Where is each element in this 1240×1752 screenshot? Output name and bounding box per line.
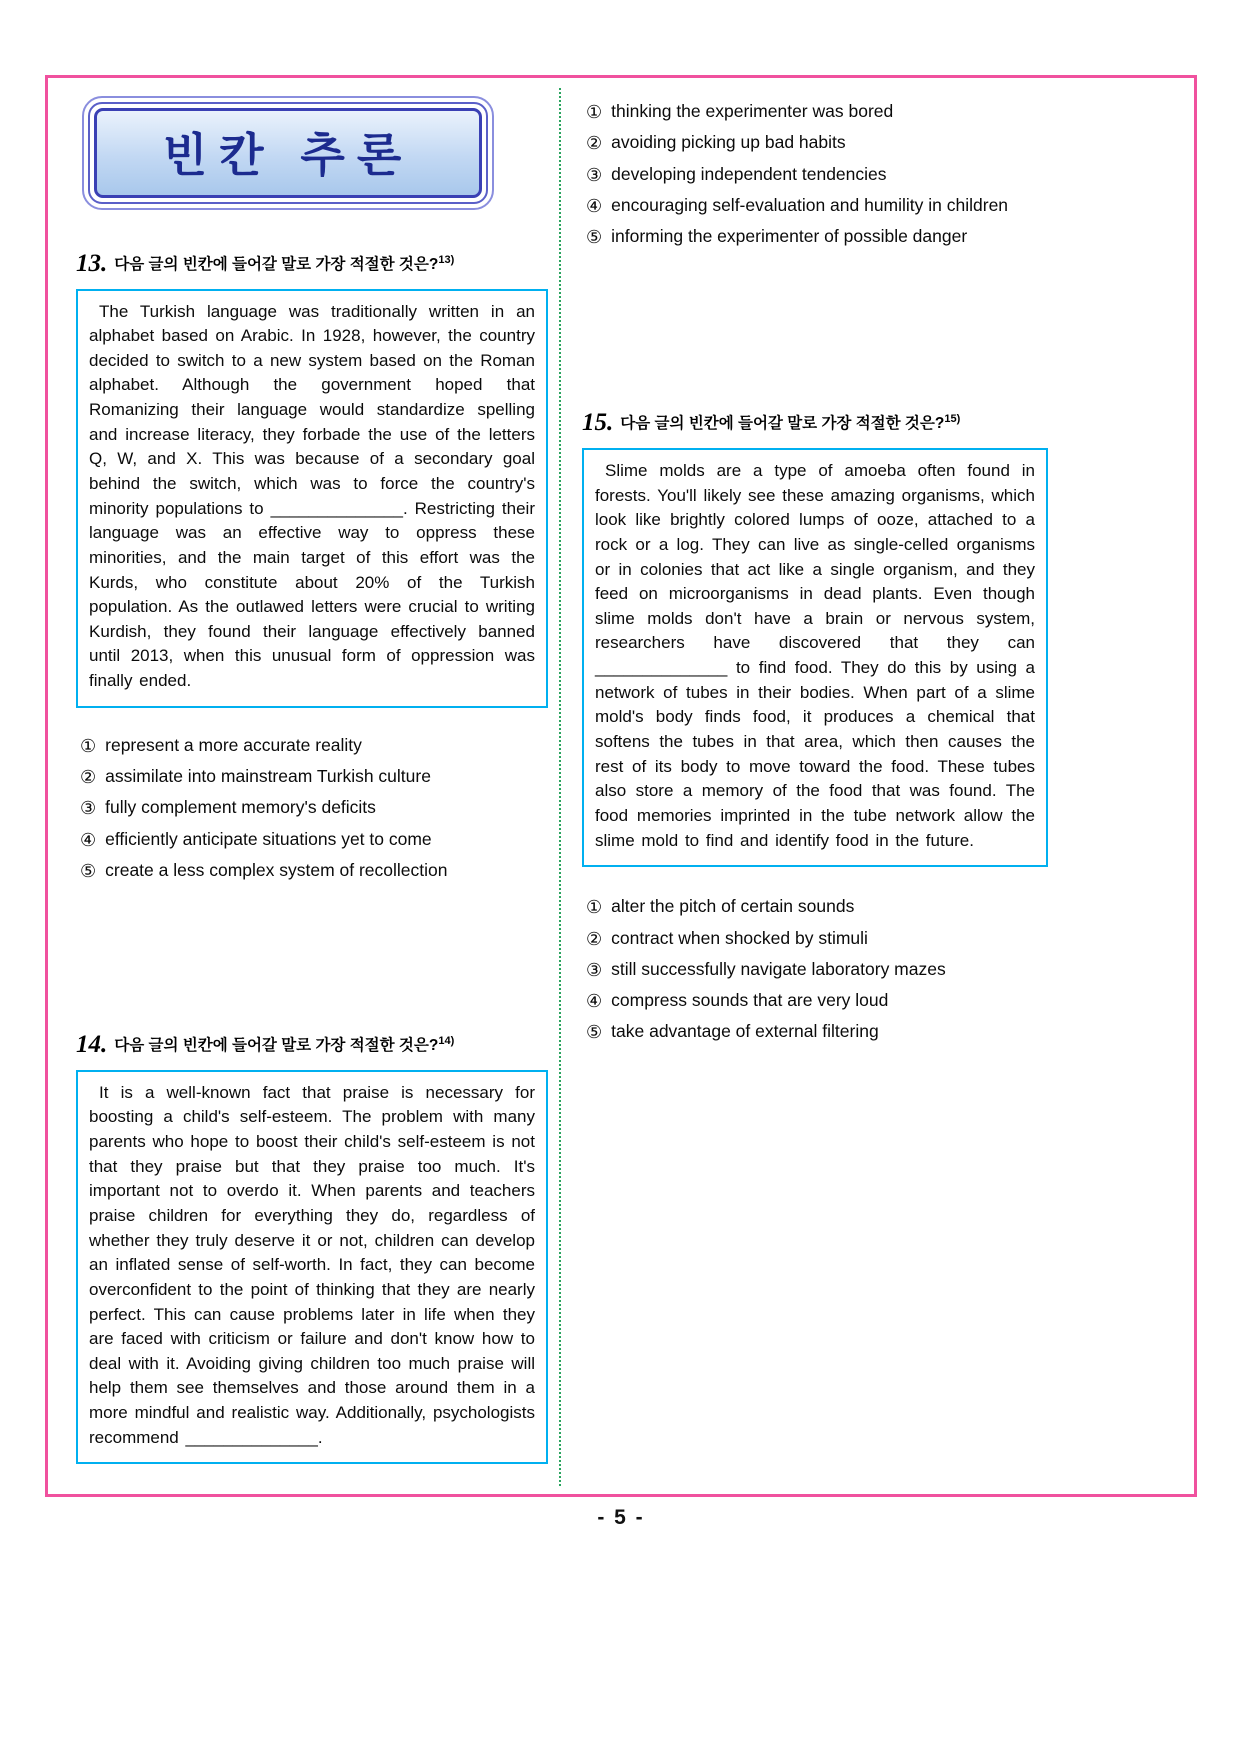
option-text: efficiently anticipate situations yet to come [105,828,432,849]
question-15-number: 15. [582,409,614,437]
option-marker: ② [586,928,603,949]
section-badge [82,96,494,210]
option-text: fully complement memory's deficits [105,797,376,818]
option-marker: ⑤ [586,227,603,248]
option-text: assimilate into mainstream Turkish culture [105,766,431,787]
question-12-options [586,100,1048,249]
page-number: - 5 - [597,1506,645,1529]
question-14-footnote: 14) [438,1035,455,1048]
option-item [80,796,548,820]
option-text: contract when shocked by stimuli [611,927,868,948]
option-marker: ③ [586,959,603,980]
question-15-prompt: 다음 글의 빈칸에 들어갈 말로 가장 적절한 것은? [620,415,945,433]
option-marker: ① [586,102,603,122]
option-item [80,765,548,789]
option-marker: ① [80,735,97,756]
option-marker: ② [586,133,603,154]
option-item [586,131,1048,155]
option-text: represent a more accurate reality [105,734,362,755]
question-13-passage-box [76,289,548,708]
option-text: encouraging self-evaluation and humility in children [611,194,1009,215]
right-column [582,98,1048,1052]
question-15-header [582,407,1048,440]
question-15-passage: Slime molds are a type of amoeba often found in forests. You'll likely see these amazing organisms, which look like brightly colored lumps of ooze, attached to a rock or a log. They can live as single-celled organisms or in colonies that act like a single organism, and they feed on microorganisms in dead plants. Even though slime molds don't have a brain or nervous system, researchers have discovered that they can ______________ to find food. They do this by using a network of tubes in their bodies. When part of a slime mold's body finds food, it produces a chemical that softens the tubes in that area, which then causes the rest of its body to move toward the food. These tubes also store a memory of the food that was found. The food memories imprinted in the tube network allow the slime mold to find and identify food in the future. [595,460,1035,850]
question-13-header [76,248,548,281]
question-13-passage: The Turkish language was traditionally written in an alphabet based on Arabic. In 1928, however, the country decided to switch to a new system based on the Roman alphabet. Although the government hoped that Romanizing their language would standardize spelling and increase literacy, they forbade the use of the letters Q, W, and X. This was because of a secondary goal behind the switch, which was to force the country's minority populations to ______________. Restricting their language was an effective way to oppress these minorities, and the main target of this effort was the Kurds, who constitute about 20% of the Turkish population. As the outlawed letters were crucial to writing Kurdish, they found their language effectively banned until 2013, when this unusual form of oppression was finally ended. [89,301,535,691]
question-13-number: 13. [76,250,108,277]
option-item [586,958,1048,982]
option-item [586,100,1048,124]
option-item [80,859,548,883]
question-14-prompt: 다음 글의 빈칸에 들어갈 말로 가장 적절한 것은? [114,1037,439,1055]
option-marker: ① [586,897,603,918]
left-column [76,96,548,1464]
section-badge-frame [88,102,488,204]
question-15-footnote: 15) [944,413,961,426]
question-14-number: 14. [76,1031,108,1059]
option-text: still successfully navigate laboratory mazes [611,958,946,979]
option-item [586,1020,1048,1044]
option-marker: ⑤ [80,860,97,881]
option-marker: ④ [80,829,97,850]
option-item [586,163,1048,187]
question-15-passage-box [582,448,1048,867]
option-marker: ④ [586,195,603,216]
option-marker: ④ [586,991,603,1012]
option-marker: ② [80,767,97,788]
option-text: developing independent tendencies [611,163,887,184]
option-text: create a less complex system of recollection [105,859,448,880]
option-item [586,895,1048,919]
option-marker: ③ [586,164,603,185]
option-text: thinking the experimenter was bored [611,101,894,121]
option-text: avoiding picking up bad habits [611,132,846,153]
section-title: 빈칸 추론 [162,129,414,181]
question-15-options [586,895,1048,1044]
section-badge-inner [94,108,482,198]
option-marker: ⑤ [586,1022,603,1043]
question-13-footnote: 13) [438,253,455,266]
question-14-header [76,1029,548,1062]
question-13-prompt: 다음 글의 빈칸에 들어갈 말로 가장 적절한 것은? [114,256,439,273]
question-13-options [80,734,548,883]
option-text: alter the pitch of certain sounds [611,896,855,917]
option-marker: ③ [80,798,97,819]
option-item [80,734,548,758]
option-text: take advantage of external filtering [611,1021,879,1042]
option-text: informing the experimenter of possible danger [611,226,968,247]
question-14-passage: It is a well-known fact that praise is necessary for boosting a child's self-esteem. The problem with many parents who hope to boost their child's self-esteem is not that they praise but that they praise too much. It's important not to overdo it. When parents and teachers praise children for everything they do, regardless of whether they truly deserve it or not, children can develop an inflated sense of self-worth. In fact, they can become overconfident to the point of thinking that they are nearly perfect. This can cause problems later in life when they are faced with criticism or failure and don't know how to deal with it. Avoiding giving children too much praise will help them see themselves and those around them in a more mindful and realistic way. Additionally, psychologists recommend ______________. [89,1082,535,1447]
option-text: compress sounds that are very loud [611,990,889,1011]
option-item [586,927,1048,951]
option-item [586,225,1048,249]
option-item [586,194,1048,218]
column-divider [559,88,561,1486]
option-item [80,828,548,852]
question-14-passage-box [76,1070,548,1465]
option-item [586,989,1048,1013]
